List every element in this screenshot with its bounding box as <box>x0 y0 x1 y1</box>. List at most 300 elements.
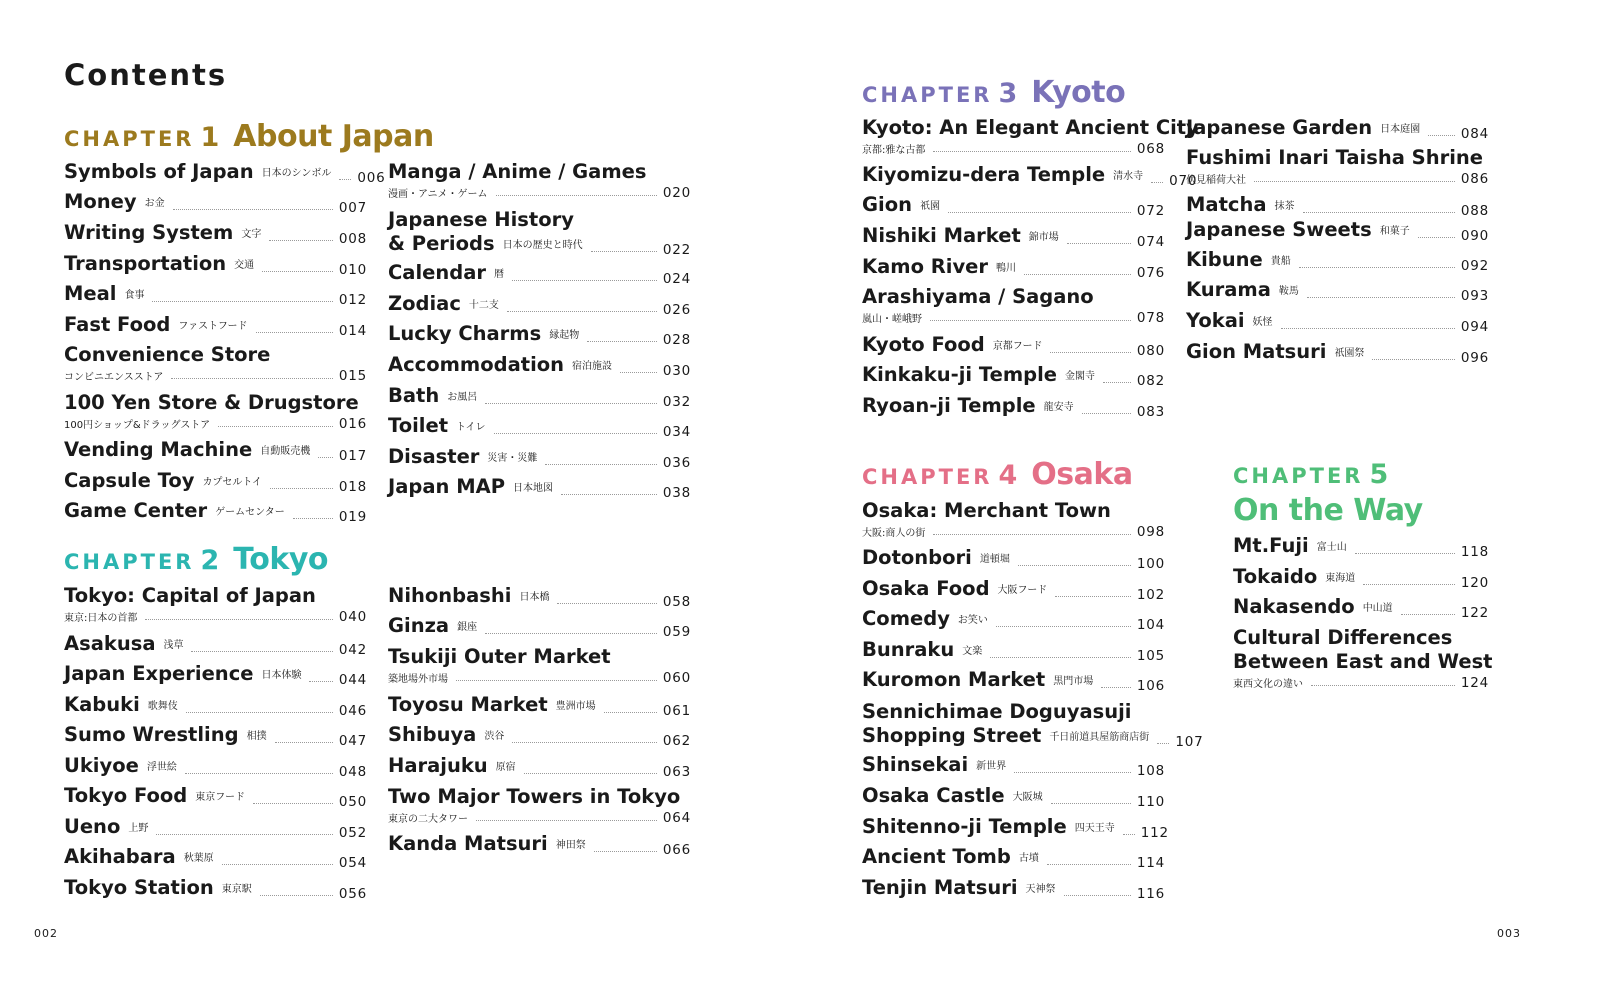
entry-title-text: Cultural Differences <box>1233 626 1453 649</box>
dotted-leader <box>587 341 657 342</box>
dotted-leader <box>1123 834 1135 835</box>
entry-title-text: Kinkaku-ji Temple <box>862 363 1058 386</box>
entry-line <box>64 252 367 278</box>
entry-line <box>862 546 1165 572</box>
dotted-leader <box>990 657 1131 658</box>
entry-title <box>64 391 359 415</box>
entry-line <box>862 845 1165 871</box>
dotted-leader <box>524 773 657 774</box>
entry-title-text: Ukiyoe <box>64 754 139 777</box>
entry-japanese: 妖怪 <box>1252 317 1273 328</box>
entry-title <box>862 546 1010 572</box>
entry-title-line-2 <box>388 232 691 258</box>
entry-title <box>862 116 1199 140</box>
toc-entry <box>64 845 367 871</box>
entry-line <box>64 469 367 495</box>
entry-line <box>64 160 386 186</box>
entry-japanese: 漫画・アニメ・ゲーム <box>388 189 488 200</box>
entry-title-text: Kurama <box>1186 278 1271 301</box>
entry-page-number: 026 <box>662 302 691 318</box>
entry-page-number: 012 <box>338 292 367 308</box>
entry-page-number: 019 <box>338 509 367 525</box>
entry-japanese: 東京フード <box>195 792 245 803</box>
entry-japanese: 新世界 <box>976 761 1007 772</box>
dotted-leader <box>930 320 1131 321</box>
entry-page-number: 054 <box>338 855 367 871</box>
dotted-leader <box>1064 895 1131 896</box>
entry-japanese: カプセルトイ <box>202 477 262 488</box>
page-title: Contents <box>64 58 228 92</box>
entry-page-number: 122 <box>1460 605 1489 621</box>
entry-japanese: 中山道 <box>1362 603 1393 614</box>
dotted-leader <box>191 651 332 652</box>
entry-line <box>64 723 367 749</box>
entry-title-continued: Between East and West <box>1233 650 1493 673</box>
entry-line <box>388 614 691 640</box>
entry-line <box>1233 534 1489 560</box>
page-number-right: 003 <box>1497 927 1521 940</box>
entry-title-text: Japanese Garden <box>1186 116 1373 139</box>
entry-title-text: Kyoto Food <box>862 333 985 356</box>
entry-line <box>64 693 367 719</box>
entry-title <box>862 499 1111 523</box>
chapter-number: 3 <box>998 78 1018 109</box>
entry-title <box>862 638 982 664</box>
entry-title-text: Kiyomizu-dera Temple <box>862 163 1106 186</box>
toc-entry <box>388 261 691 287</box>
toc-entry <box>64 815 367 841</box>
entry-title <box>862 285 1094 309</box>
page-number-left: 002 <box>34 927 58 940</box>
dotted-leader <box>1051 803 1131 804</box>
entry-title <box>1186 309 1273 335</box>
entry-page-number: 110 <box>1136 794 1165 810</box>
entry-title-text: Toilet <box>388 414 449 437</box>
dotted-leader <box>222 864 333 865</box>
entry-title-text: Bath <box>388 384 440 407</box>
dotted-leader <box>933 151 1130 152</box>
entry-japanese: お風呂 <box>447 392 478 403</box>
entry-title <box>1186 248 1291 274</box>
entry-title-text: Osaka Castle <box>862 784 1005 807</box>
dotted-leader <box>253 803 333 804</box>
entry-title-text: Kyoto: An Elegant Ancient City <box>862 116 1199 139</box>
entry-title <box>388 614 477 640</box>
toc-entry <box>1233 626 1493 691</box>
entry-page-number: 096 <box>1460 350 1489 366</box>
entry-page-number: 060 <box>662 670 691 686</box>
entry-title <box>388 645 611 669</box>
entry-title <box>862 363 1095 389</box>
entry-title-line <box>388 645 691 669</box>
entry-page-number: 048 <box>338 764 367 780</box>
toc-entry <box>862 193 1165 219</box>
entry-title <box>64 845 214 871</box>
entry-title-line <box>64 391 367 415</box>
toc-entry <box>1186 278 1489 304</box>
entry-line <box>862 753 1165 779</box>
entry-line <box>64 438 367 464</box>
entry-japanese: 宿泊施設 <box>572 361 613 372</box>
entry-page-number: 017 <box>338 448 367 464</box>
entry-page-number: 056 <box>338 886 367 902</box>
entry-title-line <box>64 343 367 367</box>
entry-line <box>388 384 691 410</box>
entry-sub-line <box>388 185 691 201</box>
entry-title <box>64 693 178 719</box>
entry-japanese: 東西文化の違い <box>1233 679 1303 690</box>
entry-japanese: 災害・災難 <box>487 453 538 464</box>
entry-japanese: 原宿 <box>495 762 516 773</box>
entry-title-text: Kibune <box>1186 248 1263 271</box>
entry-title-line <box>862 700 1165 724</box>
entry-japanese: 金閣寺 <box>1065 371 1096 382</box>
entry-page-number: 112 <box>1140 825 1169 841</box>
entry-japanese: 嵐山・嵯峨野 <box>862 314 922 325</box>
dotted-leader <box>309 681 332 682</box>
entry-line <box>862 163 1198 189</box>
dotted-leader <box>1082 413 1131 414</box>
entry-title <box>388 723 504 749</box>
chapter-number: 1 <box>200 122 220 153</box>
entry-title-line <box>388 160 691 184</box>
entry-japanese: 大阪フード <box>997 585 1048 596</box>
entry-title <box>64 282 144 308</box>
entry-title-text: Convenience Store <box>64 343 271 366</box>
entry-page-number: 078 <box>1136 310 1165 326</box>
entry-title-text: Sennichimae Doguyasuji <box>862 700 1132 723</box>
toc-entry <box>1186 340 1489 366</box>
entry-page-number: 022 <box>662 242 691 258</box>
chapter-3-heading <box>862 75 1126 110</box>
entry-title <box>1186 218 1410 244</box>
toc-entry <box>64 693 367 719</box>
entry-title <box>862 784 1043 810</box>
toc-entry <box>1186 116 1489 142</box>
dotted-leader <box>269 240 332 241</box>
entry-japanese: トイレ <box>456 422 486 433</box>
entry-japanese: 100円ショップ&ドラッグストア <box>64 420 211 431</box>
entry-japanese: 千日前道具屋筋商店街 <box>1049 732 1150 743</box>
entry-japanese: 日本地図 <box>513 483 553 494</box>
entry-japanese: 和菓子 <box>1379 226 1410 237</box>
entry-page-number: 030 <box>662 363 691 379</box>
entry-title <box>388 322 579 348</box>
entry-title-text: Zodiac <box>388 292 461 315</box>
entry-line <box>862 333 1165 359</box>
entry-japanese: 日本のシンボル <box>261 168 332 179</box>
dotted-leader <box>1018 565 1131 566</box>
entry-title <box>388 445 537 471</box>
entry-title-continued <box>388 232 583 258</box>
entry-title-text: Fushimi Inari Taisha Shrine <box>1186 146 1483 169</box>
entry-title-text: Symbols of Japan <box>64 160 254 183</box>
entry-title-text: Kabuki <box>64 693 140 716</box>
dotted-leader <box>996 626 1131 627</box>
entry-title-line <box>862 499 1165 523</box>
dotted-leader <box>476 820 657 821</box>
dotted-leader <box>260 895 333 896</box>
entry-page-number: 006 <box>357 170 386 186</box>
entry-title <box>64 815 148 841</box>
entry-title-line <box>862 285 1165 309</box>
entry-japanese: 歌舞伎 <box>147 701 178 712</box>
dotted-leader <box>186 712 333 713</box>
entry-japanese: 龍安寺 <box>1043 402 1074 413</box>
dotted-leader <box>171 378 332 379</box>
entry-line <box>64 499 367 525</box>
entry-title-text: Kamo River <box>862 255 989 278</box>
entry-japanese: 東京:日本の首都 <box>64 613 138 624</box>
entry-page-number: 010 <box>338 262 367 278</box>
entry-title-text: Shitenno-ji Temple <box>862 815 1067 838</box>
entry-line <box>64 845 367 871</box>
dotted-leader <box>173 209 333 210</box>
entry-japanese: 京都フード <box>992 341 1043 352</box>
entry-page-number: 034 <box>662 424 691 440</box>
entry-line <box>862 363 1165 389</box>
entry-title-text: Manga / Anime / Games <box>388 160 647 183</box>
entry-title <box>1186 340 1364 366</box>
chapter-label: CHAPTER <box>862 83 993 107</box>
entry-japanese: 暦 <box>494 269 504 280</box>
entry-japanese: 日本体験 <box>261 670 302 681</box>
entry-title <box>388 754 516 780</box>
entry-sub-line <box>1233 675 1489 691</box>
toc-entry <box>388 208 691 258</box>
entry-japanese: 築地場外市場 <box>388 674 448 685</box>
entry-page-number: 066 <box>662 842 691 858</box>
entry-page-number: 083 <box>1136 404 1165 420</box>
chapter-label: CHAPTER <box>862 465 993 489</box>
entry-page-number: 070 <box>1169 173 1198 189</box>
dotted-leader <box>1024 274 1131 275</box>
toc-entry <box>388 475 691 501</box>
entry-japanese: 渋谷 <box>484 731 505 742</box>
entry-page-number: 028 <box>662 332 691 348</box>
entry-sub-line <box>862 141 1165 157</box>
entry-title <box>862 700 1132 724</box>
entry-title <box>862 224 1059 250</box>
entry-title <box>1186 278 1299 304</box>
entry-page-number: 052 <box>338 825 367 841</box>
toc-entry <box>862 224 1165 250</box>
dotted-leader <box>152 301 332 302</box>
entry-title-text: Osaka: Merchant Town <box>862 499 1111 522</box>
entry-page-number: 015 <box>338 368 367 384</box>
toc-entry <box>1233 595 1489 621</box>
entry-page-number: 059 <box>662 624 691 640</box>
entry-title-text: Bunraku <box>862 638 955 661</box>
toc-entry <box>64 499 367 525</box>
entry-page-number: 063 <box>662 764 691 780</box>
entry-title <box>64 723 267 749</box>
entry-title-text: Dotonbori <box>862 546 972 569</box>
toc-entry <box>64 784 367 810</box>
toc-entry <box>1186 309 1489 335</box>
dotted-leader <box>933 534 1130 535</box>
chapter-number: 4 <box>998 460 1018 491</box>
dotted-leader <box>557 603 656 604</box>
entry-title-text: Game Center <box>64 499 208 522</box>
toc-entry <box>64 723 367 749</box>
entry-page-number: 102 <box>1136 587 1165 603</box>
toc-entry <box>64 438 367 464</box>
entry-line <box>64 313 367 339</box>
entry-title <box>64 252 254 278</box>
entry-title-text: Transportation <box>64 252 227 275</box>
toc-entry <box>862 845 1165 871</box>
dotted-leader <box>485 403 657 404</box>
entry-page-number: 058 <box>662 594 691 610</box>
entry-japanese: ゲームセンター <box>215 507 285 518</box>
entry-line <box>862 193 1165 219</box>
toc-entry <box>862 394 1165 420</box>
entry-title <box>388 475 553 501</box>
entry-japanese: 豊洲市場 <box>555 701 596 712</box>
entry-title <box>388 414 486 440</box>
dotted-leader <box>948 212 1131 213</box>
dotted-leader <box>318 457 333 458</box>
entry-title-text: Capsule Toy <box>64 469 195 492</box>
entry-title-text: Japan Experience <box>64 662 254 685</box>
dotted-leader <box>256 332 333 333</box>
entry-page-number: 104 <box>1136 617 1165 633</box>
toc-entry <box>388 353 691 379</box>
toc-entry <box>64 343 367 384</box>
entry-title <box>64 784 245 810</box>
entry-line <box>388 475 691 501</box>
entry-japanese: 大阪:商人の街 <box>862 528 926 539</box>
entry-title-text: Kuromon Market <box>862 668 1046 691</box>
toc-entry <box>388 160 691 201</box>
entry-page-number: 090 <box>1460 228 1489 244</box>
entry-title <box>1233 534 1347 560</box>
chapter-label: CHAPTER <box>64 550 195 574</box>
entry-title <box>862 255 1016 281</box>
toc-entry <box>862 363 1165 389</box>
entry-page-number: 116 <box>1136 886 1165 902</box>
entry-title <box>1233 595 1393 621</box>
entry-page-number: 014 <box>338 323 367 339</box>
chapter-1-heading <box>64 119 434 154</box>
entry-title <box>64 662 301 688</box>
toc-entry <box>862 499 1165 540</box>
dotted-leader <box>545 464 656 465</box>
entry-japanese: 古墳 <box>1018 853 1039 864</box>
entry-japanese: 黒門市場 <box>1053 676 1094 687</box>
entry-page-number: 074 <box>1136 234 1165 250</box>
toc-entry <box>862 607 1165 633</box>
toc-entry <box>862 784 1165 810</box>
entry-title-text: Yokai <box>1186 309 1245 332</box>
entry-title-text: Ginza <box>388 614 450 637</box>
toc-entry <box>388 614 691 640</box>
entry-line <box>862 638 1165 664</box>
entry-page-number: 020 <box>662 185 691 201</box>
entry-japanese: 東京駅 <box>221 884 252 895</box>
entry-title-text: Calendar <box>388 261 486 284</box>
entry-japanese: 文楽 <box>962 646 983 657</box>
entry-line <box>64 282 367 308</box>
entry-line <box>862 394 1165 420</box>
entry-line <box>388 723 691 749</box>
entry-title <box>862 845 1039 871</box>
entry-title-line <box>388 785 691 809</box>
entry-title-continued <box>862 724 1149 750</box>
entry-line <box>862 607 1165 633</box>
entry-page-number: 093 <box>1460 288 1489 304</box>
entry-title-text: Writing System <box>64 221 234 244</box>
dotted-leader <box>1418 237 1455 238</box>
entry-title-text: Arashiyama / Sagano <box>862 285 1094 308</box>
chapter-label: CHAPTER <box>64 127 195 151</box>
entry-title <box>1233 565 1355 591</box>
toc-entry <box>64 190 367 216</box>
entry-title <box>388 584 549 610</box>
entry-japanese: 抹茶 <box>1274 201 1295 212</box>
entry-title <box>388 292 499 318</box>
chapter-5-heading <box>1233 461 1423 526</box>
entry-japanese: お笑い <box>957 615 988 626</box>
entry-title-text: Tsukiji Outer Market <box>388 645 611 668</box>
entry-title-text: Tokaido <box>1233 565 1318 588</box>
dotted-leader <box>339 179 351 180</box>
dotted-leader <box>604 712 657 713</box>
entry-page-number: 098 <box>1136 524 1165 540</box>
entry-page-number: 032 <box>662 394 691 410</box>
toc-entry <box>388 754 691 780</box>
entry-japanese: 神田祭 <box>555 840 586 851</box>
entry-title <box>64 160 331 186</box>
entry-title-text: Money <box>64 190 137 213</box>
entry-page-number: 061 <box>662 703 691 719</box>
entry-japanese: 大阪城 <box>1012 792 1043 803</box>
entry-japanese: 銀座 <box>457 622 478 633</box>
toc-entry <box>862 753 1165 779</box>
entry-title-text: Disaster <box>388 445 480 468</box>
chapter-number: 2 <box>200 545 220 576</box>
dotted-leader <box>262 271 333 272</box>
entry-line <box>64 784 367 810</box>
entry-title-text: Nihonbashi <box>388 584 512 607</box>
toc-entry <box>388 322 691 348</box>
entry-title-text: Asakusa <box>64 632 156 655</box>
chapter-name: Tokyo <box>233 542 328 577</box>
entry-title <box>862 607 988 633</box>
entry-page-number: 072 <box>1136 203 1165 219</box>
toc-entry <box>862 116 1199 157</box>
toc-entry <box>862 163 1198 189</box>
entry-japanese: お金 <box>144 198 165 209</box>
toc-entry <box>388 785 691 826</box>
entry-page-number: 105 <box>1136 648 1165 664</box>
dotted-leader <box>496 195 657 196</box>
entry-title <box>64 313 248 339</box>
entry-title-text: Shibuya <box>388 723 477 746</box>
dotted-leader <box>1067 243 1131 244</box>
entry-japanese: 相撲 <box>246 731 267 742</box>
entry-line <box>1186 193 1489 219</box>
entry-page-number: 114 <box>1136 855 1165 871</box>
entry-page-number: 076 <box>1136 265 1165 281</box>
entry-japanese: 日本橋 <box>519 592 550 603</box>
entry-japanese: 天神祭 <box>1025 884 1056 895</box>
toc-entry <box>64 160 386 186</box>
entry-title-text: Osaka Food <box>862 577 990 600</box>
entry-japanese: コンビニエンスストア <box>64 372 164 383</box>
entry-line <box>862 815 1169 841</box>
